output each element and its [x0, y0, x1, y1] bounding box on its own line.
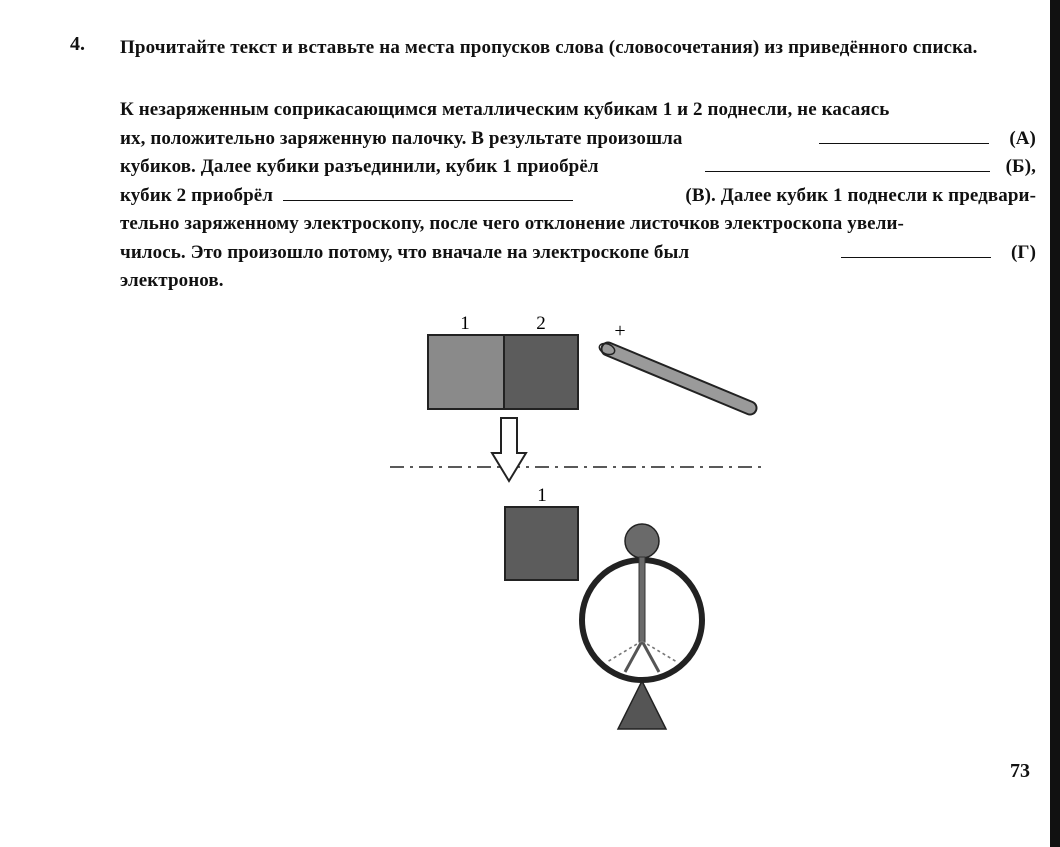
page-edge — [1050, 0, 1060, 847]
blank-a[interactable] — [819, 125, 989, 144]
blank-b[interactable] — [705, 153, 990, 172]
charged-rod — [598, 341, 750, 408]
experiment-figure — [380, 305, 780, 745]
text-fragment: кубик 2 приобрёл — [120, 184, 274, 206]
cube-1 — [428, 335, 504, 409]
text-line — [120, 210, 1036, 239]
blank-v[interactable] — [283, 182, 573, 201]
blank-g[interactable] — [841, 239, 991, 258]
separated-cube-1 — [505, 507, 578, 580]
electroscope-stand — [618, 681, 666, 729]
electroscope — [582, 524, 702, 729]
task-title: Прочитайте текст и вставьте на места пропусков слова (словосочетания) из приведённого списка. — [120, 37, 978, 58]
task-number: 4. — [70, 33, 85, 55]
cube1-label: 1 — [460, 313, 470, 334]
blank-label-g: (Г) — [1010, 241, 1036, 263]
blank-label-b: (Б), — [1005, 156, 1036, 177]
text-line — [120, 153, 1036, 182]
text-fragment: кубиков. Далее кубики разъединили, кубик 1 приобрёл — [120, 156, 599, 177]
blank-label-a: (А) — [1009, 127, 1036, 149]
text-line — [120, 267, 1036, 296]
down-arrow-icon — [492, 418, 526, 481]
separated-cube-label: 1 — [537, 485, 547, 506]
cube-2 — [504, 335, 578, 409]
text-line — [120, 182, 1036, 211]
text-fragment: тельно заряженному электроскопу, после чего отклонение листочков электроскопа увели- — [120, 213, 904, 234]
text-fragment: (В). Далее кубик 1 поднесли к предвари- — [685, 184, 1036, 206]
cube2-label: 2 — [536, 313, 546, 334]
text-line — [120, 239, 1036, 268]
text-fragment: электронов. — [120, 270, 224, 291]
text-fragment: К незаряженным соприкасающимся металлическим кубикам 1 и 2 поднесли, не касаясь — [120, 99, 890, 120]
text-line — [120, 96, 1036, 125]
rod-charge-label: + — [614, 320, 626, 342]
text-fragment: чилось. Это произошло потому, что вначале на электроскопе был — [120, 241, 690, 263]
page-number: 73 — [1010, 760, 1030, 782]
text-line — [120, 125, 1036, 154]
task-body — [120, 96, 1036, 296]
text-fragment: их, положительно заряженную палочку. В результате произошла — [120, 127, 683, 149]
